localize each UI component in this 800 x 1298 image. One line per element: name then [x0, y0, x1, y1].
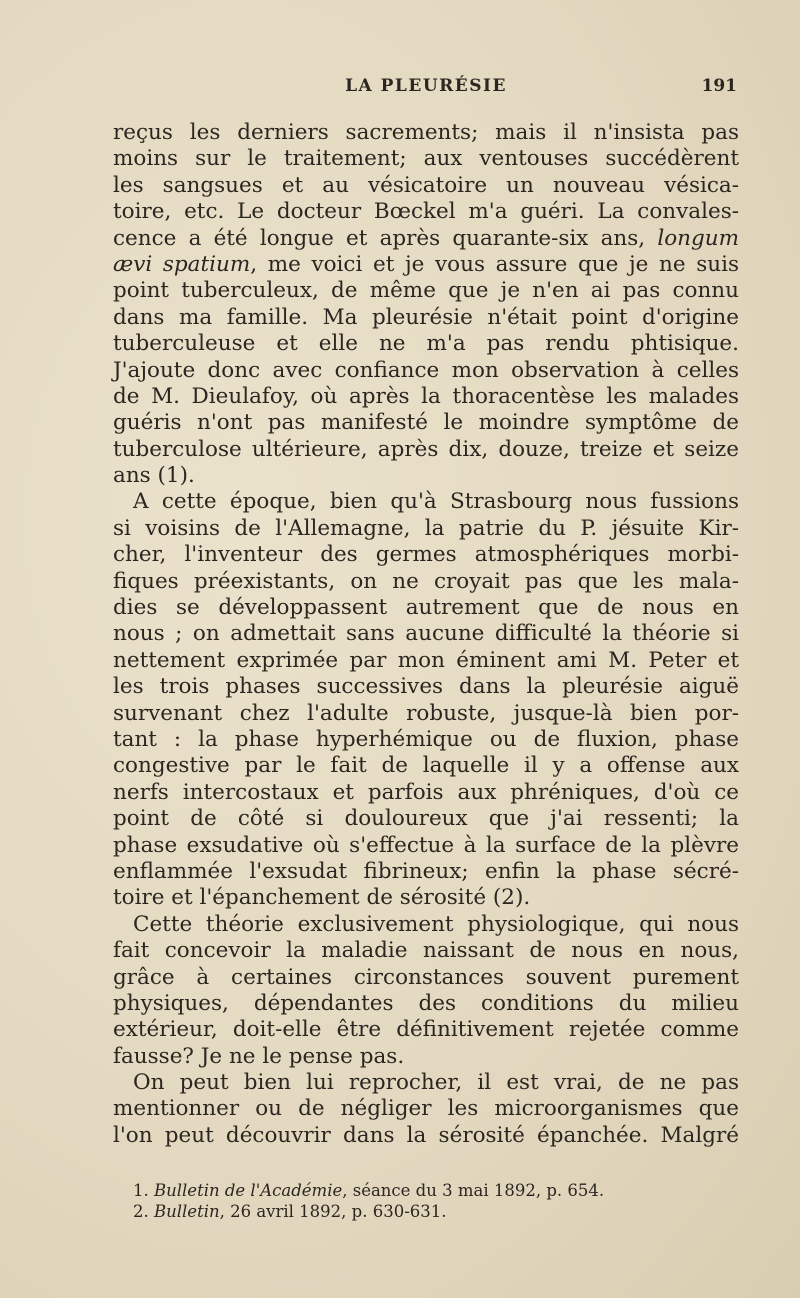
text-line: extérieur, doit-elle être définitivement rejetée comme [113, 1017, 739, 1043]
text-line: les sangsues et au vésicatoire un nouveau vésica- [113, 172, 739, 198]
text-line [113, 252, 739, 278]
page-number: 191 [701, 76, 737, 96]
text-line: toire, etc. Le docteur Bœckel m'a guéri. La convales- [113, 199, 739, 225]
footnote [133, 1180, 739, 1201]
body-text [113, 120, 739, 1149]
text-line: dans ma famille. Ma pleurésie n'était point d'origine [113, 304, 739, 330]
footnote-text: , 26 avril 1892, p. 630-631. [219, 1202, 447, 1221]
text-line: physiques, dépendantes des conditions du milieu [113, 990, 739, 1016]
footnote-number: 1. [133, 1181, 149, 1200]
footnote-number: 2. [133, 1202, 149, 1221]
footnote-source: Bulletin [154, 1202, 220, 1221]
text-line: ans (1). [113, 463, 195, 489]
text-line: nerfs intercostaux et parfois aux phréniques, d'où ce [113, 779, 739, 805]
footnote-source: Bulletin de l'Académie [154, 1181, 343, 1200]
text-line: point tuberculeux, de même que je n'en ai pas connu [113, 278, 739, 304]
text-line: tant : la phase hyperhémique ou de fluxion, phase [113, 726, 739, 752]
text-line: congestive par le fait de laquelle il y a offense aux [113, 753, 739, 779]
text-line: nous ; on admettait sans aucune difficulté la théorie si [113, 621, 739, 647]
text-segment: cence a été longue et après quarante-six ans, [113, 225, 658, 251]
text-line: guéris n'ont pas manifesté le moindre symptôme de [113, 410, 739, 436]
text-line: point de côté si douloureux que j'ai ressenti; la [113, 806, 739, 832]
latin-phrase: ævi spatium [113, 251, 251, 277]
text-line: de M. Dieulafoy, où après la thoracentèse les malades [113, 383, 739, 409]
text-line: On peut bien lui reprocher, il est vrai, de ne pas [133, 1070, 739, 1096]
text-line: fausse? Je ne le pense pas. [113, 1043, 405, 1069]
text-line: si voisins de l'Allemagne, la patrie du P. jésuite Kir- [113, 515, 739, 541]
text-line: cher, l'inventeur des germes atmosphériques morbi- [113, 542, 739, 568]
text-line [113, 226, 739, 252]
running-title: LA PLEURÉSIE [345, 76, 507, 96]
text-line: enflammée l'exsudat fibrineux; enfin la phase sécré- [113, 858, 739, 884]
page-header [113, 76, 739, 102]
footnote [133, 1201, 739, 1222]
text-line: moins sur le traitement; aux ventouses succédèrent [113, 146, 739, 172]
text-line: toire et l'épanchement de sérosité (2). [113, 885, 531, 911]
footnote-text: , séance du 3 mai 1892, p. 654. [342, 1181, 605, 1200]
text-line: les trois phases successives dans la pleurésie aiguë [113, 674, 739, 700]
text-segment: , me voici et je vous assure que je ne suis [250, 251, 739, 277]
latin-phrase: longum [657, 225, 739, 251]
text-line: l'on peut découvrir dans la sérosité épanchée. Malgré [113, 1122, 739, 1148]
text-line: tuberculose ultérieure, après dix, douze, treize et seize [113, 436, 739, 462]
text-line: reçus les derniers sacrements; mais il n'insista pas [113, 120, 739, 145]
text-line: mentionner ou de négliger les microorganismes que [113, 1096, 739, 1122]
text-line: phase exsudative où s'effectue à la surface de la plèvre [113, 832, 739, 858]
footnotes [133, 1180, 739, 1222]
text-line: Cette théorie exclusivement physiologique, qui nous [133, 911, 739, 937]
text-line: fait concevoir la maladie naissant de nous en nous, [113, 938, 739, 964]
text-line: dies se développassent autrement que de nous en [113, 595, 739, 621]
text-line: survenant chez l'adulte robuste, jusque-là bien por- [113, 700, 739, 726]
text-line: grâce à certaines circonstances souvent purement [113, 964, 739, 990]
text-line: fiques préexistants, on ne croyait pas que les mala- [113, 568, 739, 594]
text-line: nettement exprimée par mon éminent ami M. Peter et [113, 647, 739, 673]
text-line: tuberculeuse et elle ne m'a pas rendu phtisique. [113, 331, 739, 357]
text-line: A cette époque, bien qu'à Strasbourg nous fussions [133, 489, 739, 515]
text-line: J'ajoute donc avec confiance mon observation à celles [113, 357, 739, 383]
